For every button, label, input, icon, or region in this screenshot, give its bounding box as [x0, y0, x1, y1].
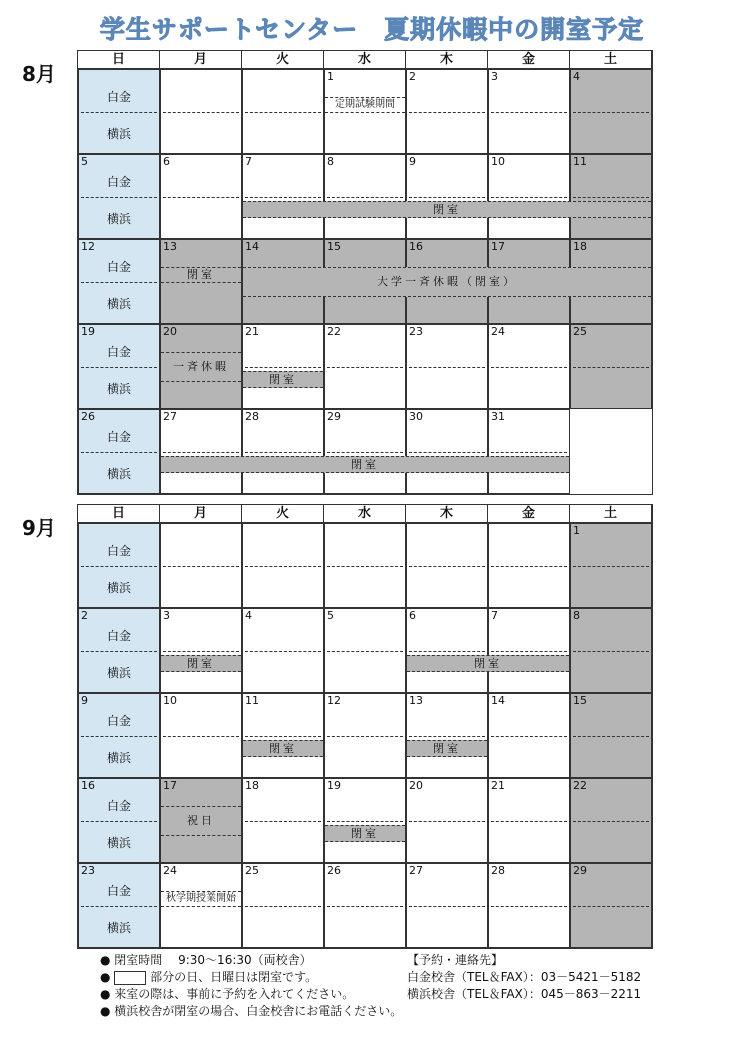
day-number: 29 — [327, 410, 341, 423]
day-number: 12 — [327, 694, 341, 707]
day-cell — [78, 608, 160, 693]
campus-divider — [409, 906, 485, 907]
day-number: 1 — [573, 524, 580, 537]
day-number: 30 — [409, 410, 423, 423]
campus-divider — [245, 112, 321, 113]
day-number: 12 — [81, 240, 95, 253]
contact-block — [407, 952, 641, 1003]
day-number: 10 — [163, 694, 177, 707]
day-number: 17 — [163, 779, 177, 792]
day-number: 20 — [163, 325, 177, 338]
campus-divider — [327, 821, 403, 822]
campus-divider — [573, 367, 649, 368]
day-number: 9 — [409, 155, 416, 168]
day-number: 6 — [163, 155, 170, 168]
day-cell — [324, 154, 406, 239]
campus-label-yokohama: 横浜 — [106, 836, 131, 850]
day-number: 24 — [491, 325, 505, 338]
day-number: 27 — [409, 864, 423, 877]
day-number: 9 — [81, 694, 88, 707]
day-cell — [160, 69, 242, 154]
campus-divider — [81, 452, 157, 453]
day-number: 4 — [573, 70, 580, 83]
campus-divider — [409, 452, 485, 453]
campus-label-shirokane: 白金 — [106, 799, 131, 813]
campus-label-shirokane: 白金 — [106, 629, 131, 643]
day-number: 20 — [409, 779, 423, 792]
campus-divider — [491, 367, 567, 368]
day-number: 19 — [327, 779, 341, 792]
closure-band: 一斉休暇 — [161, 352, 241, 382]
campus-divider — [409, 197, 485, 198]
day-cell — [160, 154, 242, 239]
day-number: 4 — [245, 609, 252, 622]
weekday-header: 水 — [324, 51, 406, 69]
campus-divider — [327, 197, 403, 198]
day-cell — [242, 69, 324, 154]
day-cell — [242, 863, 324, 948]
day-number: 24 — [163, 864, 177, 877]
day-cell — [324, 863, 406, 948]
day-number: 15 — [573, 694, 587, 707]
day-cell — [406, 693, 488, 778]
campus-divider — [573, 566, 649, 567]
day-cell — [78, 324, 160, 409]
campus-divider — [409, 367, 485, 368]
campus-divider — [81, 112, 157, 113]
campus-divider — [245, 367, 321, 368]
day-cell — [488, 608, 570, 693]
campus-divider — [491, 651, 567, 652]
footer-notes — [100, 952, 402, 1020]
campus-divider — [163, 651, 239, 652]
day-number: 15 — [327, 240, 341, 253]
day-number: 5 — [327, 609, 334, 622]
campus-divider — [245, 906, 321, 907]
day-cell — [324, 324, 406, 409]
campus-label-yokohama: 横浜 — [106, 127, 131, 141]
day-cell — [78, 693, 160, 778]
day-cell — [488, 693, 570, 778]
day-cell — [78, 523, 160, 608]
day-number: 17 — [491, 240, 505, 253]
day-number: 6 — [409, 609, 416, 622]
day-cell — [488, 863, 570, 948]
day-number: 27 — [163, 410, 177, 423]
weekday-header: 水 — [324, 505, 406, 523]
day-number: 21 — [245, 325, 259, 338]
day-number: 19 — [81, 325, 95, 338]
closure-band: 秋学期授業開始 — [161, 891, 241, 907]
day-number: 25 — [573, 325, 587, 338]
weekday-header: 火 — [242, 51, 324, 69]
day-number: 23 — [81, 864, 95, 877]
closure-band: 定期試験期間 — [325, 97, 405, 113]
day-cell — [570, 523, 652, 608]
hours-text: 閉室時間 9:30〜16:30（両校舎） — [114, 953, 312, 967]
campus-divider — [163, 736, 239, 737]
calendar-grid — [77, 504, 653, 949]
weekday-header: 木 — [406, 505, 488, 523]
campus-divider — [327, 651, 403, 652]
page-title: 学生サポートセンター 夏期休暇中の開室予定 — [99, 15, 645, 44]
day-cell — [78, 409, 160, 494]
weekday-header: 日 — [78, 505, 160, 523]
day-cell — [78, 69, 160, 154]
campus-divider — [573, 197, 649, 198]
campus-divider — [163, 112, 239, 113]
campus-label-yokohama: 横浜 — [106, 467, 131, 481]
day-cell — [324, 608, 406, 693]
day-number: 3 — [491, 70, 498, 83]
campus-divider — [491, 906, 567, 907]
closure-band: 閉室 — [243, 740, 323, 757]
day-number: 13 — [409, 694, 423, 707]
legend-row: ● 部分の日、日曜日は閉室です。 — [100, 970, 318, 984]
campus-divider — [245, 566, 321, 567]
day-number: 11 — [245, 694, 259, 707]
campus-divider — [81, 651, 157, 652]
day-cell — [78, 154, 160, 239]
note-row-1: ● 来室の際は、事前に予約を入れてください。 — [100, 987, 355, 1001]
campus-divider — [245, 821, 321, 822]
weekday-header: 土 — [570, 505, 652, 523]
campus-divider — [409, 736, 485, 737]
day-cell — [406, 324, 488, 409]
campus-label-shirokane: 白金 — [106, 345, 131, 359]
day-number: 23 — [409, 325, 423, 338]
weekday-header: 日 — [78, 51, 160, 69]
day-cell — [406, 69, 488, 154]
day-number: 8 — [573, 609, 580, 622]
weekday-header: 火 — [242, 505, 324, 523]
campus-divider — [491, 736, 567, 737]
day-number: 18 — [573, 240, 587, 253]
weekday-header: 金 — [488, 51, 570, 69]
campus-label-yokohama: 横浜 — [106, 921, 131, 935]
campus-divider — [245, 197, 321, 198]
day-cell — [488, 523, 570, 608]
day-number: 18 — [245, 779, 259, 792]
day-number: 21 — [491, 779, 505, 792]
closure-band: 閉室 — [243, 201, 651, 218]
day-cell — [488, 409, 570, 494]
day-cell — [406, 863, 488, 948]
legend-text: 部分の日、日曜日は閉室です。 — [150, 970, 318, 984]
weekday-header: 月 — [160, 51, 242, 69]
day-number: 11 — [573, 155, 587, 168]
campus-divider — [409, 651, 485, 652]
day-number: 26 — [327, 864, 341, 877]
campus-divider — [409, 566, 485, 567]
campus-label-shirokane: 白金 — [106, 430, 131, 444]
day-cell — [78, 239, 160, 324]
weekday-header: 木 — [406, 51, 488, 69]
weekday-header: 土 — [570, 51, 652, 69]
day-cell — [242, 523, 324, 608]
month-label: 9月 — [22, 516, 56, 540]
closure-band: 閉室 — [161, 267, 241, 283]
campus-divider — [327, 367, 403, 368]
campus-divider — [81, 821, 157, 822]
day-number: 16 — [81, 779, 95, 792]
day-cell — [242, 324, 324, 409]
campus-divider — [81, 367, 157, 368]
day-cell — [570, 778, 652, 863]
day-cell — [570, 154, 652, 239]
day-cell — [78, 778, 160, 863]
contact-shirokane: 白金校舎（TEL＆FAX）：03－5421－5182 — [407, 970, 642, 984]
contact-title: 【予約・連絡先】 — [407, 953, 504, 967]
day-number: 26 — [81, 410, 95, 423]
note-text-1: 来室の際は、事前に予約を入れてください。 — [114, 987, 355, 1001]
campus-label-yokohama: 横浜 — [106, 382, 131, 396]
campus-divider — [245, 452, 321, 453]
day-cell — [570, 324, 652, 409]
day-cell — [242, 154, 324, 239]
campus-divider — [245, 651, 321, 652]
closure-band: 閉室 — [161, 456, 569, 473]
campus-divider — [245, 736, 321, 737]
weekday-header: 月 — [160, 505, 242, 523]
campus-divider — [573, 112, 649, 113]
campus-label-yokohama: 横浜 — [106, 297, 131, 311]
campus-label-yokohama: 横浜 — [106, 666, 131, 680]
campus-divider — [163, 566, 239, 567]
day-cell — [406, 409, 488, 494]
day-cell — [488, 69, 570, 154]
day-number: 1 — [327, 70, 334, 83]
day-cell — [488, 154, 570, 239]
day-cell — [160, 409, 242, 494]
calendar-grid — [77, 50, 653, 495]
day-number: 25 — [245, 864, 259, 877]
day-cell — [324, 778, 406, 863]
day-cell — [242, 608, 324, 693]
contact-yokohama: 横浜校舎（TEL＆FAX）：045－863－2211 — [407, 987, 642, 1001]
campus-divider — [573, 651, 649, 652]
note-text-2: 横浜校舎が閉室の場合、白金校舎にお電話ください。 — [114, 1004, 403, 1018]
campus-divider — [81, 736, 157, 737]
day-number: 7 — [245, 155, 252, 168]
day-number: 28 — [245, 410, 259, 423]
day-cell — [242, 778, 324, 863]
campus-label-shirokane: 白金 — [106, 544, 131, 558]
closure-band: 閉室 — [325, 825, 405, 842]
campus-divider — [573, 736, 649, 737]
campus-divider — [327, 566, 403, 567]
campus-label-shirokane: 白金 — [106, 260, 131, 274]
campus-divider — [409, 112, 485, 113]
day-cell — [242, 693, 324, 778]
day-cell — [570, 409, 652, 494]
day-cell — [406, 523, 488, 608]
closure-band: 閉室 — [161, 655, 241, 672]
day-cell — [406, 778, 488, 863]
day-number: 14 — [491, 694, 505, 707]
day-number: 10 — [491, 155, 505, 168]
day-number: 5 — [81, 155, 88, 168]
campus-divider — [491, 566, 567, 567]
day-cell — [160, 608, 242, 693]
campus-divider — [491, 821, 567, 822]
campus-divider — [491, 452, 567, 453]
campus-label-shirokane: 白金 — [106, 175, 131, 189]
closure-band: 祝日 — [161, 806, 241, 836]
day-number: 8 — [327, 155, 334, 168]
day-cell — [488, 324, 570, 409]
day-cell — [242, 409, 324, 494]
closure-band: 閉室 — [407, 655, 569, 672]
closure-band: 大学一斉休暇（閉室） — [243, 267, 651, 297]
day-number: 28 — [491, 864, 505, 877]
closure-band: 閉室 — [243, 371, 323, 388]
day-cell — [570, 69, 652, 154]
day-cell — [570, 608, 652, 693]
campus-divider — [81, 906, 157, 907]
campus-divider — [81, 566, 157, 567]
day-cell — [160, 523, 242, 608]
day-cell — [570, 863, 652, 948]
campus-divider — [491, 112, 567, 113]
day-cell — [324, 523, 406, 608]
campus-divider — [81, 282, 157, 283]
day-number: 7 — [491, 609, 498, 622]
campus-divider — [327, 452, 403, 453]
campus-label-shirokane: 白金 — [106, 884, 131, 898]
campus-label-shirokane: 白金 — [106, 714, 131, 728]
campus-divider — [409, 821, 485, 822]
day-number: 13 — [163, 240, 177, 253]
day-number: 31 — [491, 410, 505, 423]
day-number: 2 — [409, 70, 416, 83]
campus-divider — [327, 906, 403, 907]
day-number: 22 — [327, 325, 341, 338]
day-number: 3 — [163, 609, 170, 622]
campus-divider — [573, 906, 649, 907]
day-cell — [406, 154, 488, 239]
campus-divider — [573, 821, 649, 822]
day-cell — [406, 608, 488, 693]
closure-band: 閉室 — [407, 740, 487, 757]
campus-label-yokohama: 横浜 — [106, 581, 131, 595]
day-number: 22 — [573, 779, 587, 792]
campus-divider — [163, 197, 239, 198]
day-number: 2 — [81, 609, 88, 622]
campus-divider — [491, 197, 567, 198]
hours-row: ● 閉室時間 9:30〜16:30（両校舎） — [100, 953, 312, 967]
campus-label-yokohama: 横浜 — [106, 212, 131, 226]
campus-label-yokohama: 横浜 — [106, 751, 131, 765]
day-number: 16 — [409, 240, 423, 253]
legend-swatch — [114, 971, 146, 985]
day-cell — [324, 409, 406, 494]
campus-divider — [327, 736, 403, 737]
day-number: 29 — [573, 864, 587, 877]
day-cell — [488, 778, 570, 863]
day-number: 14 — [245, 240, 259, 253]
campus-divider — [163, 452, 239, 453]
day-cell — [78, 863, 160, 948]
weekday-header: 金 — [488, 505, 570, 523]
day-cell — [160, 693, 242, 778]
campus-divider — [81, 197, 157, 198]
day-cell — [324, 693, 406, 778]
month-label: 8月 — [22, 62, 56, 86]
note-row-2: ● 横浜校舎が閉室の場合、白金校舎にお電話ください。 — [100, 1004, 403, 1018]
day-cell — [570, 693, 652, 778]
campus-label-shirokane: 白金 — [106, 90, 131, 104]
